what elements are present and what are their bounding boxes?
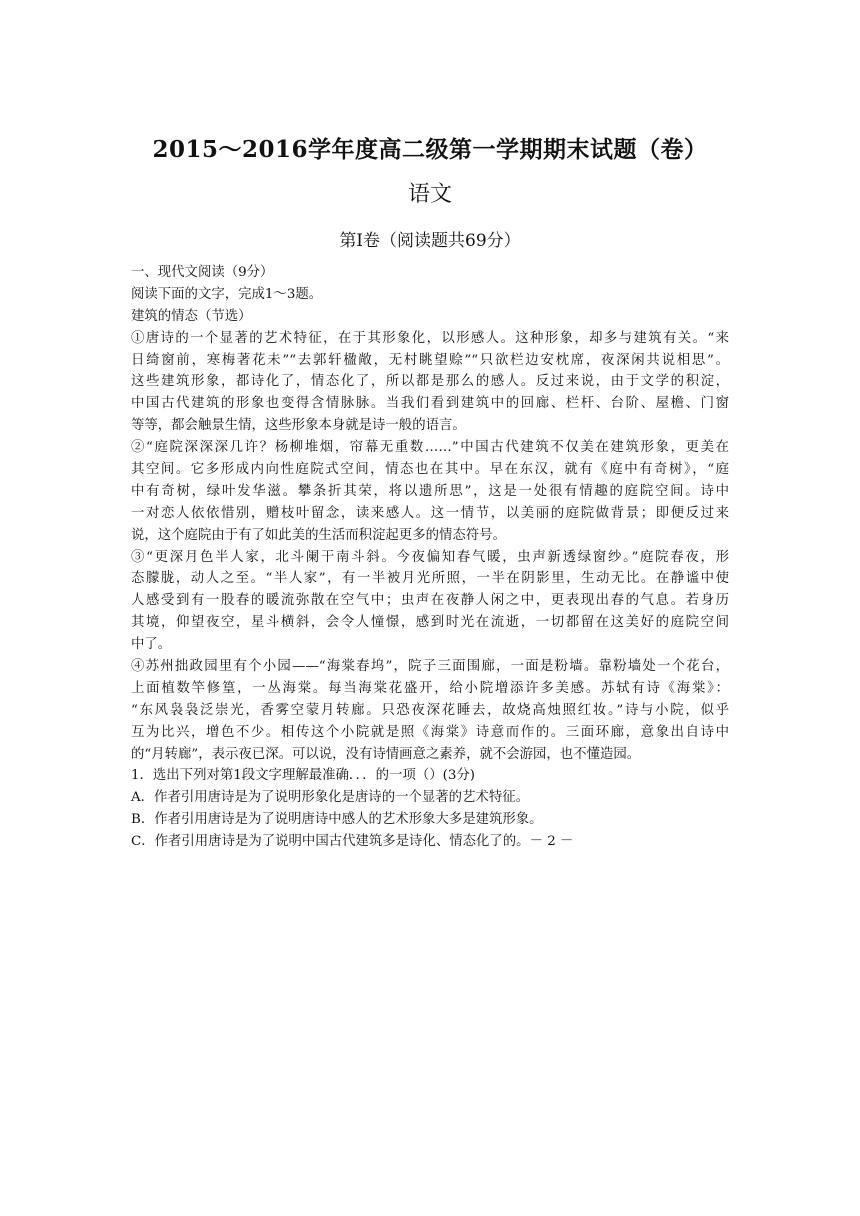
text-line: 一、现代文阅读（9分） — [131, 265, 274, 280]
text-line: 其境，仰望夜空，星斗横斜，会令人憧憬，感到时光在流逝，一切都留在这美好的庭院空间 — [131, 615, 729, 631]
text-line: B．作者引用唐诗是为了说明唐诗中感人的艺术形象大多是建筑形象。 — [131, 812, 543, 828]
text-line: A．作者引用唐诗是为了说明形象化是唐诗的一个显著的艺术特征。 — [131, 790, 529, 806]
text-line: ①唐诗的一个显著的艺术特征，在于其形象化，以形感人。这种形象，却多与建筑有关。“来 — [131, 330, 729, 346]
text-line: 态朦胧，动人之至。“半人家”，有一半被月光所照，一半在阴影里，生动无比。在静谧中使 — [131, 571, 729, 587]
text-line: 人感受到有一股春的暖流弥散在空气中；虫声在夜静人闲之中，更表现出春的气息。若身历 — [131, 593, 729, 609]
text-line: 一对恋人依依惜别，赠枝叶留念，读来感人。这一情节，以美丽的庭院做背景；即便反过来 — [131, 505, 729, 521]
text-line: “东风袅袅泛崇光，香雾空蒙月转廊。只恐夜深花睡去，故烧高烛照红妆。”诗与小院，似乎 — [131, 702, 729, 718]
text-line: 这些建筑形象，都诗化了，情态化了，所以都是那么的感人。反过来说，由于文学的积淀， — [131, 374, 729, 390]
text-line: C．作者引用唐诗是为了说明中国古代建筑多是诗化、情态化了的。－ 2 － — [131, 834, 574, 850]
text-line: ②“庭院深深深几许？杨柳堆烟，帘幕无重数……”中国古代建筑不仅美在建筑形象，更美在 — [131, 440, 729, 456]
text-line: 阅读下面的文字，完成1～3题。 — [131, 286, 323, 302]
reading-text — [131, 262, 729, 853]
text-line: 建筑的情态（节选） — [131, 308, 252, 324]
text-line: 中有奇树，绿叶发华滋。攀条折其荣，将以遗所思”，这是一处很有情趣的庭院空间。诗中 — [131, 483, 729, 499]
text-line: 说，这个庭院由于有了如此美的生活而积淀起更多的情态符号。 — [131, 527, 506, 543]
subject-heading: 语文 — [407, 182, 452, 207]
exam-title: 2015～2016学年度高二级第一学期期末试题（卷） — [152, 136, 708, 163]
text-line: 中了。 — [131, 637, 172, 653]
text-line: 上面植数竿修篁，一丛海棠。每当海棠花盛开，给小院增添许多美感。苏轼有诗《海棠》： — [131, 680, 729, 696]
text-line: 日绮窗前，寒梅著花未”“去郭轩楹敞，无村眺望赊”“只欲栏边安枕席，夜深闲共说相思”。 — [131, 352, 729, 368]
text-line: 其空间。它多形成内向性庭院式空间，情态也在其中。早在东汉，就有《庭中有奇树》，“庭 — [131, 462, 729, 478]
text-line: 等等，都会触景生情，这些形象本身就是诗一般的语言。 — [131, 418, 466, 434]
text-line: ③“更深月色半人家，北斗阑干南斗斜。今夜偏知春气暖，虫声新透绿窗纱。”庭院春夜，形 — [131, 549, 729, 565]
text-line: 1．选出下列对第1段文字理解最准确．．．的一项（）(3分) — [131, 768, 475, 784]
part-heading: 第Ⅰ卷（阅读题共69分） — [339, 231, 521, 251]
text-line: 互为比兴，增色不少。相传这个小院就是照《海棠》诗意而作的。三面环廊，意象出自诗中 — [131, 724, 729, 740]
text-line: 中国古代建筑的形象也变得含情脉脉。当我们看到建筑中的回廊、栏杆、台阶、屋檐、门窗 — [131, 396, 729, 412]
text-line: ④苏州拙政园里有个小园——“海棠春坞”，院子三面围廊，一面是粉墙。靠粉墙处一个花台， — [131, 659, 729, 675]
text-line: 的“月转廊”，表示夜已深。可以说，没有诗情画意之素养，就不会游园，也不懂造园。 — [131, 746, 641, 762]
